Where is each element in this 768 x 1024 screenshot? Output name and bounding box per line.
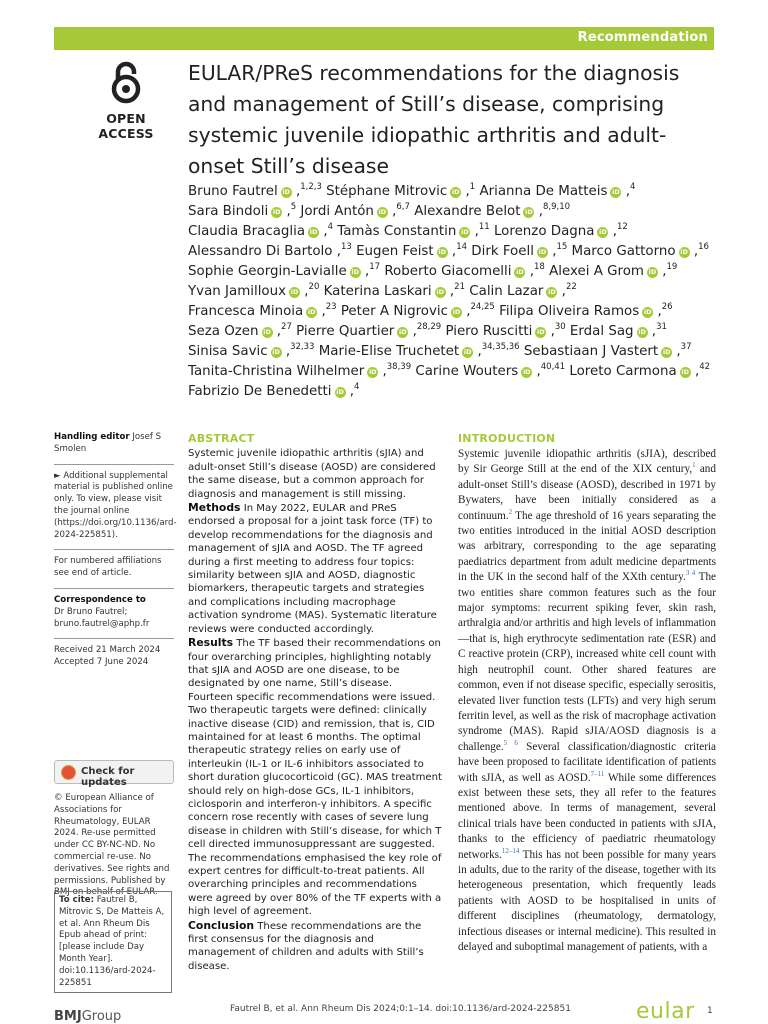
affiliation-number: 20 [308, 282, 320, 292]
correspondence-email[interactable]: bruno.fautrel@aphp.fr [54, 618, 150, 629]
author-name[interactable]: Erdal Sag iD ,$^{31}$ [569, 322, 667, 339]
orcid-icon[interactable]: iD [309, 228, 318, 236]
copyright-block [54, 793, 174, 899]
divider [54, 588, 174, 589]
author-name-text: Roberto Giacomelli [384, 264, 512, 279]
affiliation-number: 4 [629, 182, 636, 192]
affiliation-number: 40,41 [540, 362, 566, 372]
author-name[interactable]: Dirk Foell iD ,$^{15}$ [471, 242, 568, 259]
affiliation-number: 21 [454, 282, 465, 292]
author-name-text: Alexandre Belot [414, 204, 521, 219]
accepted-date: Accepted 7 June 2024 [54, 657, 149, 668]
reference-link[interactable]: 3 4 [685, 569, 696, 578]
intro-text: The age threshold of 16 years separating the two entities introduced in the initial AOSD description was arbitrary, corresponding to the age separating paediatrics department from adult medicine departments in the UK in the second half of the XXth century. [458, 509, 716, 584]
author-name-text: Loreto Carmona [569, 364, 677, 379]
intro-text: and adult-onset Still’s disease (AOSD), described in 1971 by Bywaters, have been initially considered as a continuum. [458, 463, 716, 522]
author-name-text: Piero Ruscitti [445, 324, 533, 339]
author-name-text: Erdal Sag [569, 324, 634, 339]
affiliation-number: 34,35,36 [481, 342, 520, 352]
orcid-icon[interactable]: iD [599, 228, 607, 236]
affiliation-number: 12 [617, 222, 628, 232]
introduction-paragraph [458, 447, 716, 955]
open-access-label: OPEN ACCESS [98, 111, 154, 141]
author-name-text: Calin Lazar [469, 284, 544, 299]
affiliation-number: 15 [556, 242, 568, 252]
affiliation-number: 16 [698, 242, 709, 252]
author-name[interactable]: Tamàs Constantin iD ,$^{11}$ [337, 222, 490, 239]
affiliation-number: 4 [354, 382, 360, 392]
affiliation-number: 8,9,10 [543, 202, 571, 212]
eular-logo: eular [636, 999, 695, 1024]
check-updates-button[interactable] [54, 760, 174, 788]
orcid-icon[interactable]: iD [461, 228, 469, 236]
author-name-text: Eugen Feist [356, 244, 434, 259]
author-name-text: Seza Ozen [188, 324, 259, 339]
author-name-text: Sinisa Savic [188, 344, 268, 359]
page-number: 1 [707, 1006, 713, 1016]
bmj-group-logo [54, 1009, 121, 1024]
orcid-icon[interactable]: iD [548, 288, 556, 296]
footer-citation: Fautrel B, et al. Ann Rheum Dis 2024;0:1–14. doi:10.1136/ard-2024-225851 [230, 1004, 571, 1014]
bmj-label: BMJ [54, 1009, 82, 1024]
affiliation-number: 17 [369, 262, 381, 272]
orcid-icon[interactable]: iD [662, 348, 671, 356]
open-access-logo [84, 60, 168, 141]
intro-text: Several classification/diagnostic criteria have been proposed to facilitate identification of patients with sJIA, as well as AOSD. [458, 740, 716, 784]
author-name[interactable]: Sinisa Savic iD ,$^{32,33}$ [188, 342, 315, 359]
divider [54, 638, 174, 639]
orcid-icon[interactable]: iD [272, 348, 280, 356]
orcid-icon[interactable]: iD [516, 268, 524, 276]
abstract-heading: ABSTRACT [188, 432, 255, 445]
author-name[interactable]: Alexei A Grom iD ,$^{19}$ [549, 262, 678, 279]
affiliation-number: 4 [327, 222, 333, 232]
group-label: Group [81, 1009, 122, 1024]
orcid-icon[interactable]: iD [307, 308, 316, 316]
introduction-heading: INTRODUCTION [458, 432, 556, 445]
author-name[interactable]: Lorenzo Dagna iD ,$^{12}$ [493, 222, 628, 239]
orcid-icon[interactable]: iD [537, 328, 545, 336]
author-name-text: Tanita-Christina Wilhelmer [188, 364, 365, 379]
affiliation-number: 6,7 [396, 202, 410, 212]
author-name[interactable]: Peter A Nigrovic iD ,$^{24,25}$ [340, 302, 495, 319]
orcid-icon[interactable]: iD [648, 268, 657, 276]
affiliation-number: 22 [565, 282, 577, 292]
received-date: Received 21 March 2024 [54, 645, 161, 656]
author-name[interactable]: Marie-Elise Truchetet iD ,$^{34,35,36}$ [318, 342, 520, 359]
orcid-icon[interactable]: iD [452, 308, 461, 316]
reference-link[interactable]: 12–14 [501, 846, 520, 855]
author-name-text: Lorenzo Dagna [493, 224, 595, 239]
orcid-icon[interactable]: iD [463, 348, 472, 356]
author-name[interactable]: Katerina Laskari iD ,$^{21}$ [323, 282, 465, 299]
orcid-icon[interactable]: iD [399, 328, 407, 336]
orcid-icon[interactable]: iD [525, 208, 533, 216]
author-name-text: Sara Bindoli [188, 204, 269, 219]
author-name-text: Katerina Laskari [323, 284, 432, 299]
author-name[interactable]: Eugen Feist iD ,$^{14}$ [356, 242, 468, 259]
author-name[interactable]: Piero Ruscitti iD ,$^{30}$ [445, 322, 566, 339]
orcid-icon[interactable]: iD [368, 368, 377, 376]
author-name[interactable]: Filipa Oliveira Ramos iD ,$^{26}$ [499, 302, 673, 319]
orcid-icon[interactable]: iD [438, 248, 446, 256]
handling-editor-label: Handling editor [54, 432, 130, 442]
open-access-lock-icon [109, 60, 143, 104]
author-name-text: Marie-Elise Truchetet [318, 344, 460, 359]
affiliation-number: 38,39 [386, 362, 412, 372]
orcid-icon[interactable]: iD [538, 248, 547, 256]
results-label: Results [188, 636, 234, 650]
author-name[interactable]: Fabrizio De Benedetti iD ,$^4$ [188, 382, 360, 399]
intro-text: While some differences exist between these sets, they all refer to the features mentioned above. In terms of management, several clinical trials have been conducted in patients with sJIA, thanks to the efficiency of paediatric rheumatology networks. [458, 771, 716, 861]
author-name[interactable]: Roberto Giacomelli iD ,$^{18}$ [384, 262, 545, 279]
orcid-icon[interactable]: iD [680, 248, 688, 256]
affiliation-number: 1,2,3 [300, 182, 322, 192]
intro-text: Systemic juvenile idiopathic arthritis (sJIA), described by Sir George Still at the end of the XIX century, [458, 448, 716, 476]
supplemental-note[interactable]: ► Additional supplemental material is published online only. To view, please visit the journal online (https://doi.org/10.1136/ard-2024-225851). [54, 470, 177, 540]
affiliation-number: 31 [656, 322, 667, 332]
author-name[interactable]: Tanita-Christina Wilhelmer iD ,$^{38,39}$ [188, 362, 412, 379]
orcid-icon[interactable]: iD [282, 188, 291, 196]
author-name[interactable]: Loreto Carmona iD ,$^{42}$ [569, 362, 711, 379]
affiliation-number: 42 [699, 362, 711, 372]
reference-link[interactable]: 7–11 [590, 769, 605, 778]
affiliation-number: 23 [325, 302, 337, 312]
affiliation-number: 11 [478, 222, 490, 232]
results-text-2: Fourteen specific recommendations were issued. Two therapeutic targets were defined: clinically inactive disease (CID) and remission, that is, CID maintained for at least 6 months. The optimal therapeutic strategy relies on early use of interleukin (IL-1 or IL-6 inhibitors associated to short duration glucocorticoid (GC). MAS treatment should rely on high-dose GCs, IL-1 inhibitors, ciclosporin and interferon-γ inhibitors. A specific concern rose recently with cases of severe lung disease in children with Still’s disease, for which T cell directed immunosuppressant are suggested. The recommendations emphasised the key role of expert centres for difficult-to-treat patients. All overarching principles and recommendations were agreed by over 80% of the TF experts with a high level of agreement. [188, 691, 442, 918]
affiliation-number: 13 [340, 242, 352, 252]
author-name[interactable]: Marco Gattorno iD ,$^{16}$ [571, 242, 709, 259]
orcid-icon[interactable]: iD [272, 208, 281, 216]
conclusion-text: These recommendations are the first consensus for the diagnosis and management of children and adults with Still’s disease. [188, 920, 424, 972]
author-name-text: Sebastiaan J Vastert [523, 344, 659, 359]
affiliation-number: 30 [554, 322, 566, 332]
author-name[interactable]: Carine Wouters iD ,$^{40,41}$ [415, 362, 566, 379]
to-cite-box [54, 891, 172, 993]
author-name[interactable]: Yvan Jamilloux iD ,$^{20}$ [188, 282, 320, 299]
author-name[interactable]: Sophie Georgin-Lavialle iD ,$^{17}$ [188, 262, 381, 279]
reference-link[interactable]: 5 6 [503, 738, 518, 747]
author-name-text: Tamàs Constantin [337, 224, 457, 239]
abstract-section [188, 432, 443, 973]
article-title: EULAR/PReS recommendations for the diagnosis and management of Still’s disease, comprising systemic juvenile idiopathic arthritis and adult-onset Still’s disease [188, 61, 680, 178]
affiliation-number: 19 [666, 262, 678, 272]
orcid-icon[interactable]: iD [436, 288, 444, 296]
to-cite-text: Fautrel B, Mitrovic S, De Matteis A, et al. Ann Rheum Dis Epub ahead of print: [please include Day Month Year]. doi:10.1136/ard-2024-225851 [59, 895, 165, 988]
methods-text: In May 2022, EULAR and PReS endorsed a proposal for a joint task force (TF) to develop recommendations for the diagnosis and management of sJIA and AOSD. The TF agreed during a first meeting to address four topics: similarity between sJIA and AOSD, diagnostic biomarkers, therapeutic targets and strategies and complications including macrophage activation syndrome (MAS). Systematic literature reviews were conducted accordingly. [188, 503, 437, 635]
to-cite-label: To cite: [59, 895, 95, 905]
author-name-text: Filipa Oliveira Ramos [499, 304, 640, 319]
reference-link[interactable]: 1 [692, 461, 696, 470]
author-name[interactable]: Bruno Fautrel iD ,$^{1,2,3}$ [188, 182, 322, 199]
methods-label: Methods [188, 501, 241, 515]
affiliation-number: 27 [281, 322, 292, 332]
handling-editor-name: Josef S Smolen [54, 432, 162, 454]
reference-link[interactable]: 2 [508, 507, 513, 516]
orcid-icon[interactable]: iD [612, 188, 620, 196]
author-name-text: Alessandro Di Bartolo [188, 244, 333, 259]
author-name-text: Alexei A Grom [549, 264, 644, 279]
author-name-text: Francesca Minoia [188, 304, 304, 319]
affiliation-number: 24,25 [470, 302, 495, 312]
author-name[interactable]: Sebastiaan J Vastert iD ,$^{37}$ [523, 342, 692, 359]
correspondence-name: Dr Bruno Fautrel; [54, 606, 128, 617]
intro-text: The two entities share common features such as the four major symptoms: recurrent spiking fever, skin rash, arthralgia and/or arthritis and high levels of inflammation—that is, high erythrocyte sedimentation rate (ESR) and C reactive protein (CRP), increased white cell count with high neutrophil count. Other shared features are common, even if not disease specific, especially serositis, elevated liver function tests (LFTs) and very high serum ferritin level, as well as the risk of macrophage activation syndrome (MAS). Rapid sJIA/AOSD diagnosis is a challenge. [458, 571, 717, 753]
affiliation-number: 14 [456, 242, 468, 252]
affiliations-note: For numbered affiliations see end of article. [54, 556, 162, 579]
affiliation-number: 37 [680, 342, 692, 352]
author-name[interactable]: Sara Bindoli iD ,$^5$ [188, 202, 297, 219]
affiliation-number: 26 [661, 302, 673, 312]
results-text: The TF based their recommendations on four overarching principles, highlighting notably that sJIA and AOSD are one disease, to be designated by one name, Still’s disease. [188, 638, 441, 690]
author-name-text: Arianna De Matteis [479, 184, 608, 199]
divider [54, 464, 174, 465]
article-sidebar [54, 432, 177, 669]
correspondence-label: Correspondence to [54, 594, 146, 605]
author-name-text: Dirk Foell [471, 244, 534, 259]
author-name[interactable]: Arianna De Matteis iD ,$^4$ [479, 182, 636, 199]
introduction-section [458, 432, 716, 955]
author-list [188, 182, 718, 402]
orcid-icon[interactable]: iD [522, 368, 531, 376]
affiliation-number: 1 [469, 182, 476, 192]
author-name-text: Pierre Quartier [296, 324, 395, 339]
author-name-text: Marco Gattorno [571, 244, 676, 259]
author-name-text: Claudia Bracaglia [188, 224, 306, 239]
author-name[interactable]: Calin Lazar iD ,$^{22}$ [469, 282, 577, 299]
author-name[interactable]: Claudia Bracaglia iD ,$^4$ [188, 222, 333, 239]
copyright-text: © European Alliance of Associations for Rheumatology, EULAR 2024. Re-use permitted under CC BY-NC-ND. No commercial re-use. No derivatives. See rights and permissions. Published by BMJ on behalf of EULAR. [54, 793, 170, 898]
orcid-icon[interactable]: iD [263, 328, 271, 336]
orcid-icon[interactable]: iD [290, 288, 299, 296]
orcid-icon[interactable]: iD [681, 368, 690, 376]
conclusion-label: Conclusion [188, 918, 255, 932]
author-name[interactable]: Jordi Antón iD ,$^{6,7}$ [300, 202, 410, 219]
divider [54, 549, 174, 550]
orcid-icon[interactable]: iD [351, 268, 360, 276]
check-updates-icon [61, 765, 76, 780]
affiliation-number: 32,33 [290, 342, 315, 352]
author-name-text: Carine Wouters [415, 364, 519, 379]
author-name[interactable]: Francesca Minoia iD ,$^{23}$ [188, 302, 337, 319]
check-updates-label: Check for updates [81, 766, 135, 788]
orcid-icon[interactable]: iD [378, 208, 387, 216]
author-name-text: Fabrizio De Benedetti [188, 384, 332, 399]
author-name-text: Bruno Fautrel [188, 184, 278, 199]
orcid-icon[interactable]: iD [638, 328, 646, 336]
author-name[interactable]: Alexandre Belot iD ,$^{8,9,10}$ [414, 202, 571, 219]
orcid-icon[interactable]: iD [336, 388, 344, 396]
category-label: Recommendation [577, 30, 708, 45]
author-name[interactable]: Stéphane Mitrovic iD ,$^1$ [326, 182, 476, 199]
orcid-icon[interactable]: iD [451, 188, 460, 196]
author-name-text: Stéphane Mitrovic [326, 184, 448, 199]
author-name-text: Peter A Nigrovic [340, 304, 448, 319]
category-bar [54, 27, 714, 50]
orcid-icon[interactable]: iD [643, 308, 652, 316]
affiliation-number: 5 [290, 202, 297, 212]
abstract-intro: Systemic juvenile idiopathic arthritis (sJIA) and adult-onset Still’s disease (AOSD) are considered the same disease, but a common approach for diagnosis and management is still missing. [188, 448, 436, 500]
author-name[interactable]: Pierre Quartier iD ,$^{28,29}$ [296, 322, 442, 339]
intro-text: This has not been possible for many years in adults, due to the rarity of the disease, together with its heterogeneous presentation, which frequently leads patients with AOSD to be hospitalised in units of different disciplines (rheumatology, dermatology, infectious diseases or internal medicine). This resulted in delayed and suboptimal management of patients, with a [458, 848, 716, 953]
author-name[interactable]: Alessandro Di Bartolo ,$^{13}$ [188, 242, 352, 259]
affiliation-number: 18 [533, 262, 545, 272]
author-name-text: Sophie Georgin-Lavialle [188, 264, 347, 279]
affiliation-number: 28,29 [416, 322, 442, 332]
author-name[interactable]: Seza Ozen iD ,$^{27}$ [188, 322, 292, 339]
author-name-text: Yvan Jamilloux [188, 284, 287, 299]
author-name-text: Jordi Antón [300, 204, 374, 219]
